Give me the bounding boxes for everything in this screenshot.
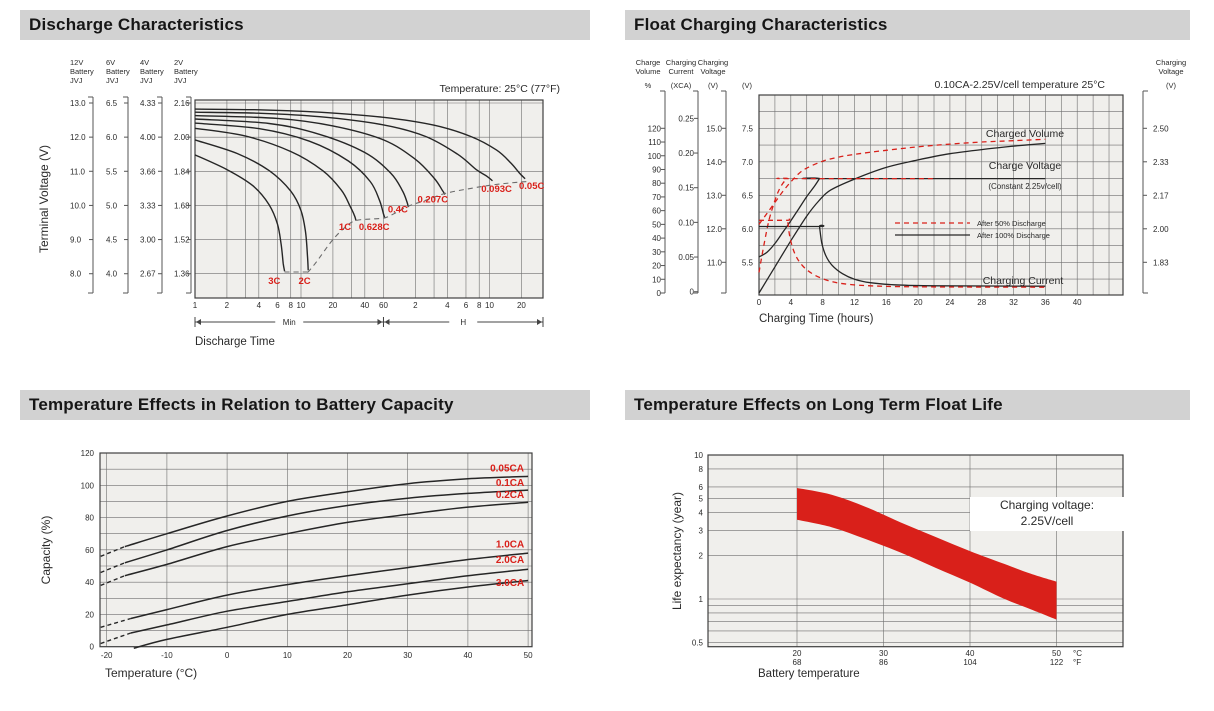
y-tick-label: 9.0 (70, 235, 82, 245)
curve-label-3C: 3C (268, 275, 281, 287)
x-tick-label-celsius: 20 (792, 649, 802, 658)
x-tick-label: 10 (282, 651, 292, 660)
y-tick-label: 6 (698, 482, 703, 492)
y-tick-label: 2.50 (1153, 124, 1169, 134)
x-tick-label: 6 (463, 301, 469, 310)
y-tick-label: 100 (647, 151, 661, 161)
y-tick-label: 1.68 (174, 201, 190, 211)
legend-label: After 50% Discharge (977, 219, 1046, 228)
y-tick-label: 5 (698, 494, 703, 504)
y-tick-label: 14.0 (706, 157, 722, 167)
y-tick-label: 30 (652, 247, 661, 257)
curve-label-2C: 2C (298, 275, 311, 287)
column-unit: (V) (1166, 81, 1176, 90)
y-tick-label: 50 (652, 220, 661, 230)
y-tick-label: 110 (648, 138, 661, 148)
y-tick-label: 60 (652, 206, 661, 216)
x-axis-title: Temperature (°C) (105, 666, 198, 680)
y-tick-label: 20 (652, 261, 661, 271)
x-tick-label: 0 (756, 298, 762, 307)
y-tick-label: 12.0 (70, 133, 86, 143)
x-tick-label-celsius: 50 (1052, 649, 1061, 658)
y-axis-title: Terminal Voltage (V) (37, 144, 51, 254)
curve-label-0.093C: 0.093C (481, 183, 512, 195)
curve-label-0.628C: 0.628C (358, 222, 390, 234)
x-unit-fahrenheit: °F (1073, 658, 1082, 667)
curve-label-0.207C: 0.207C (417, 194, 449, 206)
x-tick-label: 4 (445, 301, 450, 310)
y-tick-label: 2.00 (1153, 224, 1169, 234)
y-tick-label: 70 (652, 192, 661, 202)
y-tick-label: 2.67 (140, 269, 156, 279)
x-tick-label: 16 (881, 298, 891, 307)
y-tick-label: 120 (647, 124, 661, 134)
y-tick-label: 3.00 (140, 235, 156, 245)
y-tick-label: 3.66 (140, 167, 156, 177)
x-tick-label: 2 (224, 301, 230, 310)
y-tick-label: 4.00 (140, 133, 156, 143)
charge-condition-note: 0.10CA-2.25V/cell temperature 25°C (934, 79, 1105, 91)
column-header: Voltage (700, 67, 726, 76)
x-tick-label: 40 (463, 651, 473, 660)
column-unit: (V) (742, 81, 752, 90)
y-tick-label: 0 (656, 289, 661, 298)
y-tick-label: 8 (698, 464, 703, 474)
x-tick-label-celsius: 40 (965, 649, 975, 658)
y-tick-label: 5.5 (741, 258, 753, 268)
column-header: Charging (697, 58, 729, 67)
curve-label-0.4C: 0.4C (387, 204, 408, 216)
x-tick-label: 8 (476, 301, 482, 310)
arrow-head (384, 319, 389, 325)
y-tick-label: 7.0 (741, 157, 753, 167)
annotation-line: Charging voltage: (999, 498, 1095, 512)
x-tick-label: 0 (224, 651, 230, 660)
capacity-temperature-chart (20, 425, 610, 711)
y-tick-label: 0 (689, 287, 694, 297)
x-tick-label: 12 (850, 298, 859, 307)
curve-label-0.05CA: 0.05CA (490, 463, 524, 475)
y-tick-label: 6.0 (106, 133, 118, 143)
y-tick-label: 0.20 (678, 149, 694, 159)
column-header: Charge (635, 58, 661, 67)
x-tick-label-celsius: 30 (879, 649, 888, 658)
y-axis-title: Capacity (%) (39, 515, 53, 585)
arrow-head (377, 319, 382, 325)
x-tick-label: 6 (275, 301, 280, 310)
x-tick-label: 8 (288, 301, 293, 310)
y-tick-label: 1.84 (174, 167, 190, 177)
y-tick-label: 1 (698, 595, 703, 604)
column-header: Voltage (1158, 67, 1184, 76)
x-tick-label: 2 (413, 301, 418, 310)
y-tick-label: 11.0 (707, 258, 722, 268)
annotation-line: 2.25V/cell (1020, 514, 1074, 528)
y-tick-label: 20 (85, 610, 94, 620)
curve-label-1C: 1C (338, 222, 352, 234)
column-header: JVJ (106, 76, 119, 85)
x-tick-label: -10 (161, 651, 173, 660)
x-tick-label-fahrenheit: 86 (879, 658, 888, 667)
plot-label: Charged Volume (985, 128, 1065, 140)
y-tick-label: 40 (85, 578, 94, 588)
y-tick-label: 60 (85, 545, 94, 555)
y-tick-label: 13.0 (706, 191, 722, 201)
column-unit: % (644, 81, 652, 90)
range-label: Min (282, 318, 296, 327)
capacity-temperature-title: Temperature Effects in Relation to Battery Capacity (20, 390, 590, 420)
arrow-head (196, 319, 201, 325)
float-charging-title: Float Charging Characteristics (625, 10, 1190, 40)
y-tick-label: 1.52 (174, 235, 190, 245)
column-header: 4V (140, 58, 150, 67)
y-tick-label: 4.33 (140, 99, 156, 108)
x-tick-label: 24 (945, 298, 955, 307)
y-tick-label: 8.0 (70, 269, 82, 279)
y-tick-label: 0 (89, 642, 94, 652)
x-axis-title: Battery temperature (758, 668, 860, 680)
column-header: JVJ (174, 76, 187, 85)
x-tick-label-fahrenheit: 104 (963, 658, 977, 667)
x-axis-title: Discharge Time (195, 336, 275, 348)
y-tick-label: 5.0 (106, 201, 118, 211)
column-header: Charging (1155, 58, 1187, 67)
curve-label-0.2CA: 0.2CA (495, 490, 525, 502)
y-tick-label: 2.33 (1153, 157, 1169, 167)
y-tick-label: 2.16 (174, 99, 190, 108)
x-tick-label: 4 (788, 298, 794, 307)
x-tick-label: 36 (1040, 298, 1050, 307)
y-tick-label: 15.0 (706, 124, 722, 134)
y-tick-label: 80 (652, 179, 661, 189)
y-tick-label: 2.00 (174, 133, 190, 143)
x-tick-label: -20 (100, 651, 113, 660)
plot-label: Charge Voltage (988, 160, 1062, 172)
y-tick-label: 6.5 (741, 191, 753, 201)
y-tick-label: 12.0 (706, 224, 722, 234)
y-tick-label: 2 (698, 551, 703, 561)
y-tick-label: 4.5 (106, 235, 118, 245)
x-tick-label: 20 (343, 651, 352, 660)
y-tick-label: 4 (698, 508, 703, 518)
y-tick-label: 120 (80, 449, 94, 459)
curve-label-3.0CA: 3.0CA (495, 578, 525, 590)
x-tick-label: 20 (516, 301, 526, 310)
x-tick-label: 10 (485, 301, 494, 310)
column-header: 12V (70, 58, 84, 67)
float-life-chart (625, 425, 1210, 711)
y-tick-label: 6.5 (106, 99, 118, 108)
y-tick-label: 0.10 (678, 218, 694, 228)
x-tick-label: 1 (192, 301, 198, 310)
y-tick-label: 5.5 (106, 167, 118, 177)
x-unit-celsius: °C (1073, 649, 1082, 658)
column-header: Current (668, 67, 694, 76)
y-tick-label: 10.0 (70, 201, 86, 211)
x-tick-label: 32 (1009, 298, 1019, 307)
curve-label-0.05C: 0.05C (518, 181, 545, 193)
y-tick-label: 6.0 (741, 224, 753, 234)
y-tick-label: 4.0 (106, 269, 118, 279)
arrow-head (537, 319, 542, 325)
y-tick-label: 0.15 (678, 183, 694, 193)
curve-label-2.0CA: 2.0CA (495, 554, 525, 566)
y-tick-label: 100 (80, 481, 94, 491)
y-tick-label: 0.05 (678, 253, 694, 263)
y-tick-label: 80 (85, 513, 94, 523)
column-header: JVJ (70, 76, 83, 85)
y-axis-title: Life expectancy (year) (670, 491, 684, 611)
column-header: Volume (635, 67, 661, 76)
discharge-title: Discharge Characteristics (20, 10, 590, 40)
x-axis-title: Charging Time (hours) (759, 313, 874, 325)
column-header: Battery (70, 67, 94, 76)
legend-label: After 100% Discharge (977, 231, 1050, 240)
y-tick-label: 1.36 (174, 269, 190, 279)
float-life-title: Temperature Effects on Long Term Float Life (625, 390, 1190, 420)
curve-label-1.0CA: 1.0CA (495, 539, 525, 551)
x-tick-label: 30 (403, 651, 413, 660)
y-tick-label: 40 (652, 234, 661, 244)
x-tick-label: 28 (977, 298, 987, 307)
x-tick-label: 20 (913, 298, 923, 307)
float-charging-chart (625, 45, 1210, 360)
range-label: H (460, 318, 467, 327)
y-tick-label: 3.33 (140, 201, 156, 211)
x-tick-label: 40 (360, 301, 370, 310)
plot-background (195, 100, 543, 298)
plot-label: Charging Current (982, 275, 1064, 287)
y-tick-label: 10 (652, 275, 661, 285)
x-tick-label: 10 (296, 301, 306, 310)
y-tick-label: 0.5 (691, 638, 703, 648)
column-header: Charging (665, 58, 697, 67)
y-tick-label: 1.83 (1153, 258, 1169, 268)
y-tick-label: 3 (698, 526, 703, 536)
y-tick-label: 90 (652, 165, 661, 175)
column-header: JVJ (140, 76, 153, 85)
x-tick-label: 50 (523, 651, 533, 660)
curve-label-0.1CA: 0.1CA (495, 478, 525, 490)
x-tick-label-fahrenheit: 122 (1049, 658, 1064, 667)
column-header: Battery (140, 67, 164, 76)
temperature-note: Temperature: 25°C (77°F) (439, 83, 560, 95)
x-tick-label: 60 (379, 301, 388, 310)
y-tick-label: 11.0 (70, 167, 85, 177)
column-header: Battery (106, 67, 130, 76)
x-tick-label: 40 (1072, 298, 1082, 307)
x-tick-label: 8 (820, 298, 825, 307)
column-unit: (XCA) (670, 81, 692, 90)
column-header: 6V (106, 58, 116, 67)
column-header: 2V (174, 58, 184, 67)
y-tick-label: 13.0 (70, 99, 86, 108)
y-tick-label: 10 (694, 451, 703, 460)
x-tick-label: 20 (328, 301, 338, 310)
column-header: Battery (174, 67, 198, 76)
x-tick-label-fahrenheit: 68 (792, 658, 802, 667)
y-tick-label: 7.5 (741, 124, 753, 134)
discharge-chart (20, 45, 605, 360)
plot-label: (Constant 2.25v/cell) (988, 182, 1062, 191)
column-unit: (V) (708, 81, 718, 90)
y-tick-label: 0.25 (678, 114, 694, 124)
x-tick-label: 4 (256, 301, 262, 310)
y-tick-label: 2.17 (1153, 191, 1169, 201)
